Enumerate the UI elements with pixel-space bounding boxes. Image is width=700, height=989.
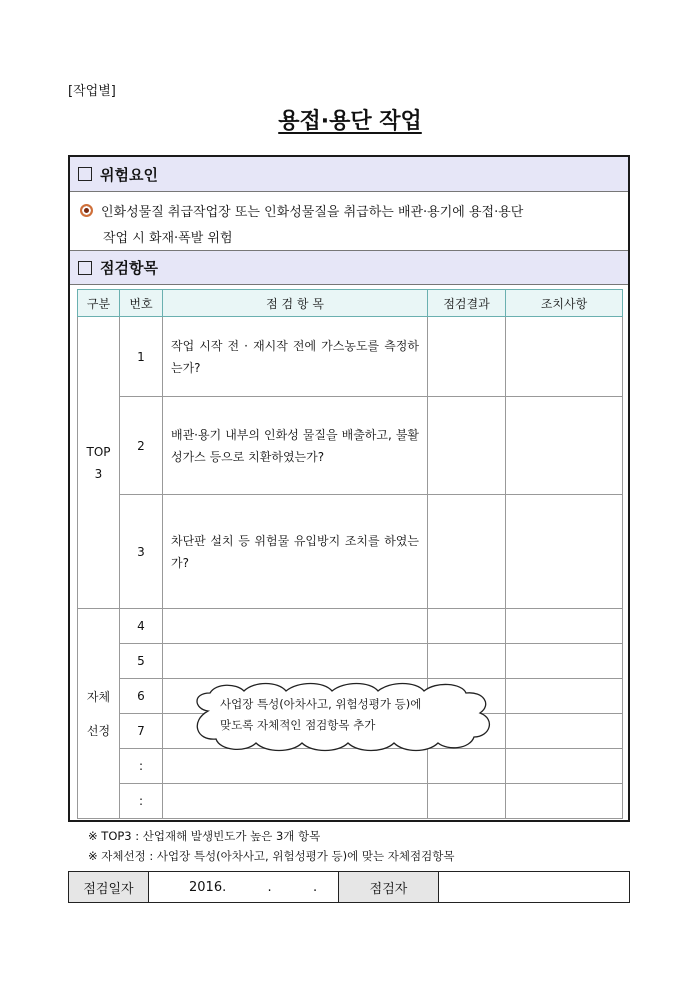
custom-category-cell (78, 609, 120, 819)
top3-label-line1: TOP (86, 444, 111, 459)
item-text-input[interactable] (163, 784, 428, 819)
result-cell[interactable] (428, 397, 506, 495)
item-number: : (120, 749, 163, 784)
custom-label-line1: 자체 (86, 689, 111, 704)
check-section-title: 점검항목 (100, 259, 158, 277)
checkbox-square-icon (78, 261, 92, 275)
inspection-date-label: 점검일자 (69, 872, 149, 903)
risk-text-line1: 인화성물질 취급작업장 또는 인화성물질을 취급하는 배관·용기에 용접·용단 (101, 205, 524, 220)
action-cell[interactable] (506, 749, 623, 784)
signoff-table (68, 871, 630, 903)
cloud-text-line2: 맞도록 자체적인 점검항목 추가 (220, 718, 376, 732)
inspector-field[interactable] (439, 872, 630, 903)
item-number: 1 (120, 317, 163, 397)
table-row (78, 609, 623, 644)
item-number: 4 (120, 609, 163, 644)
result-cell[interactable] (428, 749, 506, 784)
inspection-date-field[interactable]: 2016. . . (149, 872, 339, 903)
item-text-input[interactable] (163, 609, 428, 644)
result-cell[interactable] (428, 495, 506, 609)
action-cell[interactable] (506, 644, 623, 679)
result-cell[interactable] (428, 317, 506, 397)
check-section-header (70, 250, 628, 285)
table-row (78, 749, 623, 784)
item-text: 배관·용기 내부의 인화성 물질을 배출하고, 불활성가스 등으로 치환하였는가? (163, 397, 428, 495)
item-number: 7 (120, 714, 163, 749)
risk-description (80, 200, 620, 252)
top3-label-line2: 3 (94, 466, 103, 481)
footnotes (88, 826, 454, 866)
action-cell[interactable] (506, 609, 623, 644)
item-number: : (120, 784, 163, 819)
col-header-action: 조치사항 (506, 290, 623, 317)
action-cell[interactable] (506, 784, 623, 819)
col-header-category: 구분 (78, 290, 120, 317)
table-row (78, 397, 623, 495)
footnote-custom: ※ 자체선정 : 사업장 특성(아차사고, 위험성평가 등)에 맞는 자체점검항목 (88, 849, 455, 863)
bullet-icon (80, 204, 93, 217)
table-header-row (78, 290, 623, 317)
risk-text-line2: 작업 시 화재·폭발 위험 (103, 231, 233, 246)
col-header-number: 번호 (120, 290, 163, 317)
item-number: 6 (120, 679, 163, 714)
table-row (78, 317, 623, 397)
action-cell[interactable] (506, 495, 623, 609)
result-cell[interactable] (428, 609, 506, 644)
item-text-input[interactable] (163, 749, 428, 784)
item-number: 3 (120, 495, 163, 609)
item-text-input[interactable] (163, 644, 428, 679)
checkbox-square-icon (78, 167, 92, 181)
custom-label-line2: 선정 (86, 723, 111, 738)
result-cell[interactable] (428, 784, 506, 819)
cloud-text-line1: 사업장 특성(아차사고, 위험성평가 등)에 (220, 697, 422, 711)
risk-section-header (70, 157, 628, 192)
cloud-callout-text (220, 694, 470, 736)
col-header-item: 점 검 항 목 (163, 290, 428, 317)
result-cell[interactable] (428, 644, 506, 679)
action-cell[interactable] (506, 679, 623, 714)
table-row (78, 644, 623, 679)
top3-category-cell (78, 317, 120, 609)
action-cell[interactable] (506, 317, 623, 397)
table-row (78, 784, 623, 819)
col-header-result: 점검결과 (428, 290, 506, 317)
inspector-label: 점검자 (339, 872, 439, 903)
table-row (78, 495, 623, 609)
risk-section-title: 위험요인 (100, 165, 158, 184)
action-cell[interactable] (506, 714, 623, 749)
item-number: 5 (120, 644, 163, 679)
item-text: 작업 시작 전 · 재시작 전에 가스농도를 측정하는가? (163, 317, 428, 397)
item-text: 차단판 설치 등 위험물 유입방지 조치를 하였는가? (163, 495, 428, 609)
action-cell[interactable] (506, 397, 623, 495)
page-title: 용접·용단 작업 (278, 109, 422, 134)
footnote-top3: ※ TOP3 : 산업재해 발생빈도가 높은 3개 항목 (88, 829, 321, 843)
category-tag: [작업별] (68, 84, 116, 99)
item-number: 2 (120, 397, 163, 495)
